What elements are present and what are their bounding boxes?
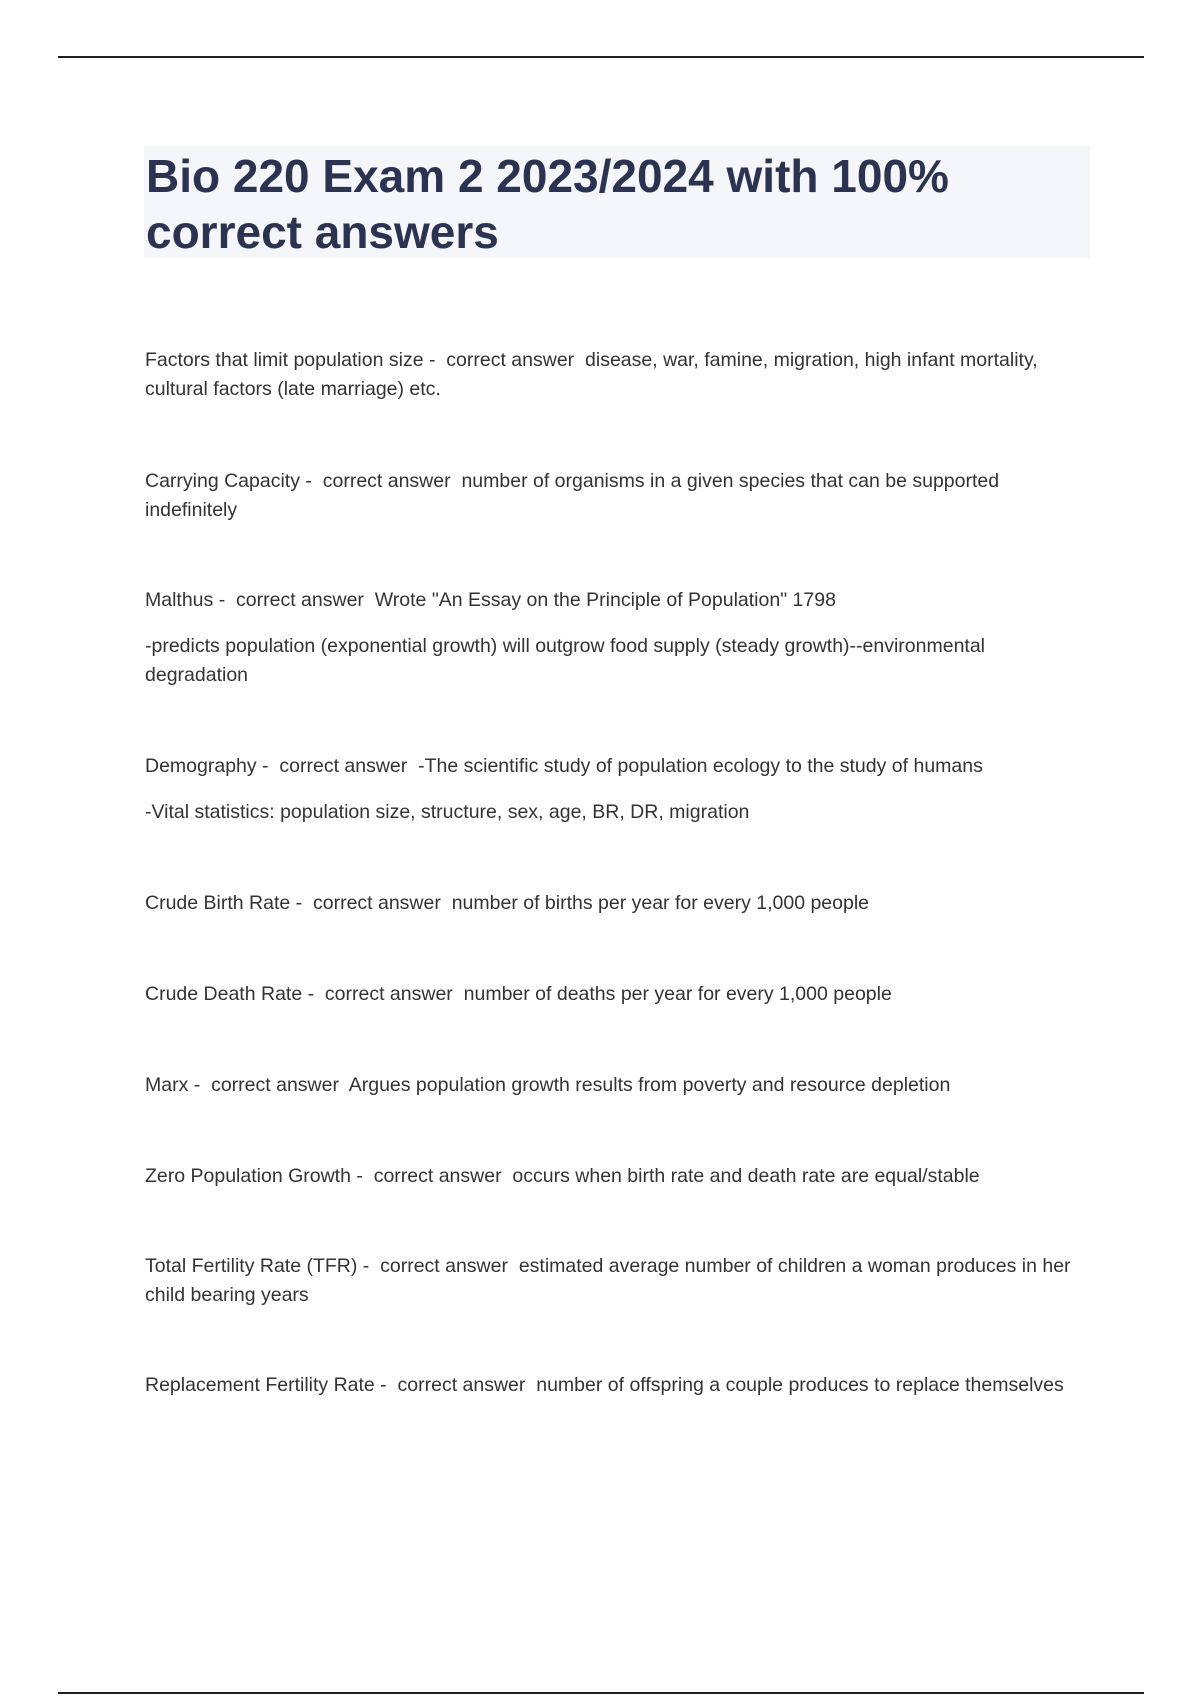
qa-answer: Wrote "An Essay on the Principle of Population" 1798 [374,589,836,611]
top-divider [58,56,1144,58]
qa-line [145,1071,1085,1100]
qa-line [145,889,1085,918]
qa-line [145,467,1085,525]
qa-line [145,1162,1085,1191]
qa-answer: disease, war, famine, migration, high infant mortality, cultural factors (late marriage) etc. [145,349,1038,400]
qa-line [145,1371,1085,1400]
qa-line [145,752,1085,781]
qa-entry [145,586,1085,690]
qa-answer: number of organisms in a given species that can be supported indefinitely [145,470,1000,521]
qa-term: Demography [145,755,257,777]
qa-term: Marx [145,1074,189,1096]
qa-line [145,980,1085,1009]
bottom-divider [58,1692,1144,1694]
qa-term: Zero Population Growth [145,1165,351,1187]
qa-separator: - correct answer [290,892,452,914]
qa-entry [145,889,1085,918]
qa-entry [145,346,1085,404]
qa-separator: - correct answer [374,1374,537,1396]
qa-separator: - correct answer [213,589,375,611]
qa-entry [145,1071,1085,1100]
qa-term: Carrying Capacity [145,470,300,492]
qa-line [145,346,1085,404]
qa-term: Factors that limit population size [145,349,424,371]
qa-answer: number of births per year for every 1,000 people [451,892,870,914]
document-title: Bio 220 Exam 2 2023/2024 with 100% correct answers [146,150,949,258]
qa-line [145,1252,1085,1310]
qa-answer: number of deaths per year for every 1,000 people [463,983,892,1005]
qa-answer: Argues population growth results from poverty and resource depletion [348,1074,951,1096]
qa-separator: - correct answer [302,983,464,1005]
qa-separator: - correct answer [188,1074,349,1096]
qa-term: Total Fertility Rate (TFR) [145,1255,358,1277]
qa-entry [145,467,1085,525]
qa-separator: - correct answer [256,755,419,777]
qa-answer: occurs when birth rate and death rate are equal/stable [512,1165,980,1187]
qa-line [145,586,1085,615]
qa-separator: - correct answer [350,1165,513,1187]
qa-answer: -The scientific study of population ecology to the study of humans [418,755,983,777]
qa-extra-line: -predicts population (exponential growth) will outgrow food supply (steady growth)--environmental degradation [145,635,986,686]
qa-term: Crude Death Rate [145,983,303,1005]
qa-term: Malthus [145,589,214,611]
qa-answer: estimated average number of children a woman produces in her child bearing years [145,1255,1071,1306]
qa-extra-line: -Vital statistics: population size, structure, sex, age, BR, DR, migration [145,801,750,823]
qa-separator: - correct answer [299,470,462,492]
qa-entry [145,1371,1085,1400]
qa-answer: number of offspring a couple produces to replace themselves [536,1374,1064,1396]
qa-separator: - correct answer [423,349,586,371]
qa-term: Replacement Fertility Rate [145,1374,375,1396]
qa-entry [145,980,1085,1009]
qa-entry [145,1252,1085,1310]
qa-entry [145,1162,1085,1191]
qa-term: Crude Birth Rate [145,892,291,914]
qa-entry [145,752,1085,827]
qa-separator: - correct answer [357,1255,519,1277]
